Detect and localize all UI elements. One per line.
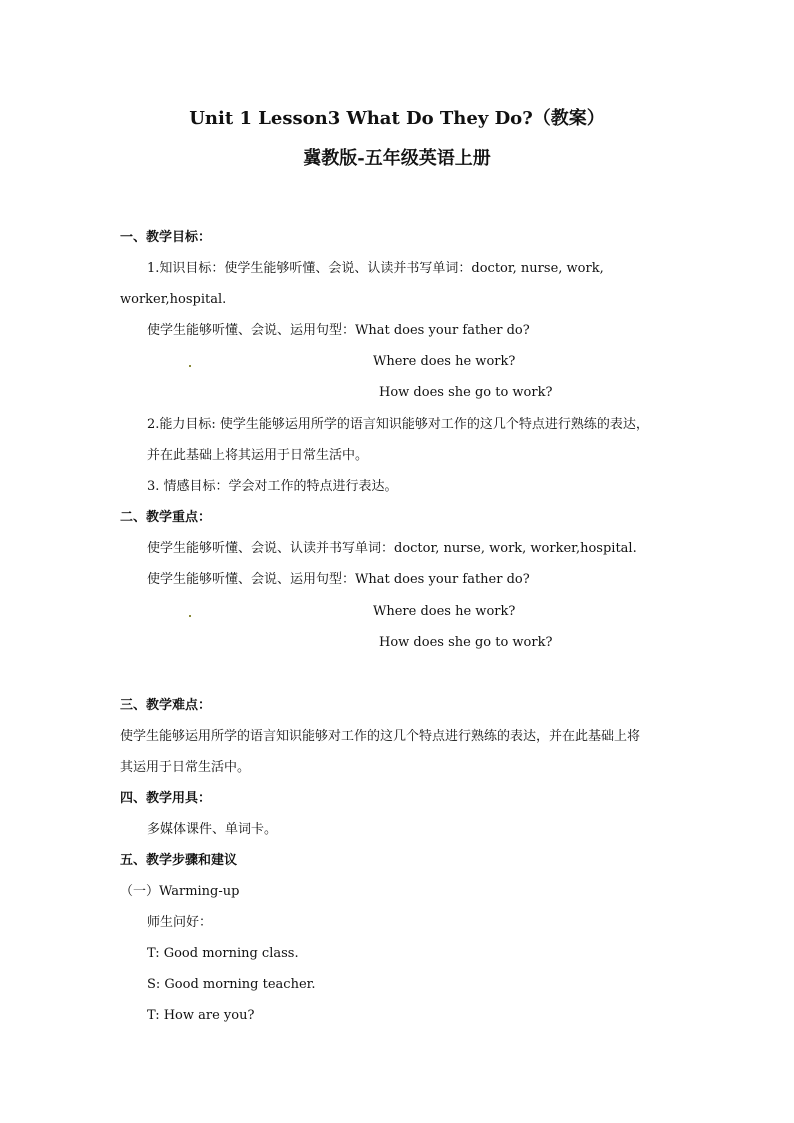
- section-heading-objectives: 一、教学目标：: [120, 230, 212, 245]
- objective-emotion: 3. 情感目标：学会对工作的特点进行表达。: [147, 479, 398, 494]
- materials-line1: 多媒体课件、单词卡。: [147, 822, 278, 837]
- dialogue-line: T: Good morning class.: [147, 946, 299, 961]
- objective-knowledge-line2: worker,hospital.: [120, 292, 227, 307]
- section-heading-materials: 四、教学用具：: [120, 791, 212, 806]
- steps-warming-up: （一）Warming-up: [120, 884, 240, 899]
- objective-ability-line2: 并在此基础上将其运用于日常生活中。: [147, 448, 369, 463]
- dialogue-line: S: Good morning teacher.: [147, 977, 316, 992]
- section-heading-key-points: 二、教学重点：: [120, 510, 212, 525]
- objective-knowledge-line1: 1.知识目标：使学生能够听懂、会说、认读并书写单词：doctor, nurse, work,: [147, 261, 604, 276]
- steps-greeting: 师生问好：: [147, 915, 213, 930]
- difficulties-line1: 使学生能够运用所学的语言知识能够对工作的这几个特点进行熟练的表达，并在此基础上将: [120, 729, 641, 744]
- difficulties-line2: 其运用于日常生活中。: [120, 760, 251, 775]
- objective-pattern-how: How does she go to work?: [379, 385, 553, 400]
- dialogue-line: T: How are you?: [147, 1008, 255, 1023]
- section-heading-steps: 五、教学步骤和建议: [120, 853, 238, 868]
- key-points-patterns-intro: 使学生能够听懂、会说、运用句型：What does your father do?: [147, 572, 530, 587]
- key-points-line1: 使学生能够听懂、会说、认读并书写单词：doctor, nurse, work, worker,hospital.: [147, 541, 637, 556]
- objective-ability-line1: 2.能力目标: 使学生能够运用所学的语言知识能够对工作的这几个特点进行熟练的表达，: [147, 417, 649, 432]
- key-points-pattern-how: How does she go to work?: [379, 635, 553, 650]
- document-title: Unit 1 Lesson3 What Do They Do?（教案）: [189, 108, 605, 129]
- marker-dot: [189, 365, 191, 367]
- key-points-pattern-where: Where does he work?: [373, 604, 516, 619]
- objective-pattern-where: Where does he work?: [373, 354, 516, 369]
- objective-patterns-intro: 使学生能够听懂、会说、运用句型：What does your father do?: [147, 323, 530, 338]
- document-subtitle: 冀教版-五年级英语上册: [303, 148, 491, 169]
- section-heading-difficulties: 三、教学难点：: [120, 698, 212, 713]
- marker-dot: [189, 615, 191, 617]
